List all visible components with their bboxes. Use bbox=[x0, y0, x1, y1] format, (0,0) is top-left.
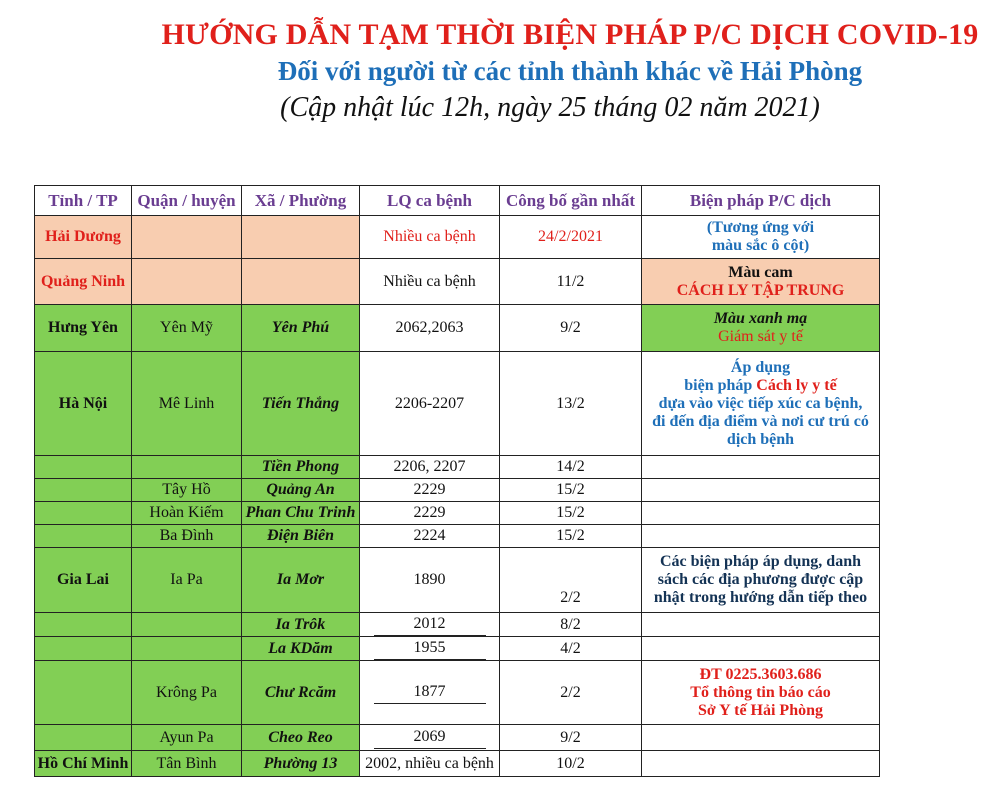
cell-measure-orange bbox=[642, 259, 880, 305]
cell-case bbox=[360, 661, 500, 725]
cell-measure-legend bbox=[642, 216, 880, 259]
table-row bbox=[35, 216, 880, 259]
apply-highlight: Cách ly y tế bbox=[756, 376, 837, 394]
cell-date: 9/2 bbox=[500, 725, 642, 751]
table-row bbox=[35, 305, 880, 352]
table-row bbox=[35, 352, 880, 456]
cell-ward: La KDăm bbox=[242, 637, 360, 661]
cell-district: Ayun Pa bbox=[132, 725, 242, 751]
cell-province: Quảng Ninh bbox=[35, 259, 132, 305]
cell-date: 14/2 bbox=[500, 456, 642, 479]
cell-ward: Điện Biên bbox=[242, 525, 360, 548]
cell-case: 2002, nhiều ca bệnh bbox=[360, 751, 500, 777]
cell-ward: Phan Chu Trinh bbox=[242, 502, 360, 525]
col-header-date: Công bố gần nhất bbox=[500, 186, 642, 216]
cell-district: Hoàn Kiếm bbox=[132, 502, 242, 525]
cell-measure-note bbox=[642, 548, 880, 613]
contact-phone: ĐT 0225.3603.686 bbox=[699, 665, 822, 683]
table-row bbox=[35, 613, 880, 637]
note-line: nhật trong hướng dẫn tiếp theo bbox=[653, 589, 868, 606]
cell-district bbox=[132, 613, 242, 637]
cell-province bbox=[35, 525, 132, 548]
table-header-row bbox=[35, 186, 880, 216]
case-number: 1877 bbox=[374, 682, 486, 704]
cell-date: 11/2 bbox=[500, 259, 642, 305]
case-number: 2069 bbox=[374, 727, 486, 749]
cell-case bbox=[360, 613, 500, 637]
cell-date: 4/2 bbox=[500, 637, 642, 661]
cell-ward: Phường 13 bbox=[242, 751, 360, 777]
cell-case: 2229 bbox=[360, 502, 500, 525]
cell-district: Tây Hồ bbox=[132, 479, 242, 502]
table-row bbox=[35, 548, 880, 613]
cell-case: Nhiều ca bệnh bbox=[360, 216, 500, 259]
cell-province: Hà Nội bbox=[35, 352, 132, 456]
apply-text: biện pháp bbox=[684, 376, 757, 394]
update-note: (Cập nhật lúc 12h, ngày 25 tháng 02 năm 2021) bbox=[280, 92, 820, 123]
orange-title: Màu cam bbox=[728, 263, 793, 281]
cell-date: 15/2 bbox=[500, 525, 642, 548]
cell-date: 24/2/2021 bbox=[500, 216, 642, 259]
cell-district bbox=[132, 456, 242, 479]
cell-province bbox=[35, 456, 132, 479]
case-number: 1955 bbox=[374, 638, 486, 660]
cell-measure-apply bbox=[642, 352, 880, 456]
col-header-case: LQ ca bệnh bbox=[360, 186, 500, 216]
cell-case: Nhiều ca bệnh bbox=[360, 259, 500, 305]
cell-province: Hồ Chí Minh bbox=[35, 751, 132, 777]
legend-line: màu sắc ô cột) bbox=[711, 237, 810, 254]
cell-case: 1890 bbox=[360, 548, 500, 613]
apply-line bbox=[644, 377, 877, 395]
cell-date: 2/2 bbox=[500, 548, 642, 613]
table-row bbox=[35, 479, 880, 502]
cell-ward: Ia Mơr bbox=[242, 548, 360, 613]
table-row bbox=[35, 525, 880, 548]
cell-ward bbox=[242, 216, 360, 259]
cell-date: 13/2 bbox=[500, 352, 642, 456]
cell-measure bbox=[642, 456, 880, 479]
cell-case: 2062,2063 bbox=[360, 305, 500, 352]
page-title: HƯỚNG DẪN TẠM THỜI BIỆN PHÁP P/C DỊCH COVID-19 bbox=[161, 18, 979, 51]
cell-case: 2206, 2207 bbox=[360, 456, 500, 479]
cell-province bbox=[35, 637, 132, 661]
contact-line: Tổ thông tin báo cáo bbox=[690, 683, 831, 701]
covid-measures-table bbox=[34, 185, 880, 777]
cell-district: Tân Bình bbox=[132, 751, 242, 777]
cell-province bbox=[35, 502, 132, 525]
cell-measure bbox=[642, 525, 880, 548]
note-line: Các biện pháp áp dụng, danh bbox=[660, 553, 861, 570]
cell-case: 2206-2207 bbox=[360, 352, 500, 456]
cell-ward: Ia Trôk bbox=[242, 613, 360, 637]
orange-action: CÁCH LY TẬP TRUNG bbox=[676, 281, 845, 299]
cell-date: 15/2 bbox=[500, 502, 642, 525]
cell-ward: Yên Phú bbox=[242, 305, 360, 352]
col-header-province: Tỉnh / TP bbox=[35, 186, 132, 216]
cell-case bbox=[360, 725, 500, 751]
green-action: Giám sát y tế bbox=[718, 328, 803, 345]
cell-measure bbox=[642, 479, 880, 502]
col-header-district: Quận / huyện bbox=[132, 186, 242, 216]
apply-line: dịch bệnh bbox=[726, 430, 795, 448]
cell-date: 8/2 bbox=[500, 613, 642, 637]
table-row bbox=[35, 637, 880, 661]
table-row bbox=[35, 661, 880, 725]
page-subtitle: Đối với người từ các tỉnh thành khác về Hải Phòng bbox=[277, 56, 863, 86]
cell-province: Gia Lai bbox=[35, 548, 132, 613]
cell-ward: Tiến Thắng bbox=[242, 352, 360, 456]
cell-province bbox=[35, 661, 132, 725]
cell-district bbox=[132, 259, 242, 305]
cell-date: 15/2 bbox=[500, 479, 642, 502]
col-header-measure: Biện pháp P/C dịch bbox=[642, 186, 880, 216]
case-number: 2012 bbox=[374, 614, 486, 636]
cell-ward: Cheo Reo bbox=[242, 725, 360, 751]
table-row bbox=[35, 751, 880, 777]
cell-ward: Tiền Phong bbox=[242, 456, 360, 479]
cell-ward: Quảng An bbox=[242, 479, 360, 502]
table-row bbox=[35, 456, 880, 479]
cell-measure-contact bbox=[642, 661, 880, 725]
note-line: sách các địa phương được cập bbox=[657, 571, 864, 588]
cell-measure bbox=[642, 751, 880, 777]
cell-ward bbox=[242, 259, 360, 305]
cell-ward: Chư Rcăm bbox=[242, 661, 360, 725]
cell-measure-green bbox=[642, 305, 880, 352]
cell-district bbox=[132, 637, 242, 661]
cell-measure bbox=[642, 725, 880, 751]
table-row bbox=[35, 725, 880, 751]
cell-date: 9/2 bbox=[500, 305, 642, 352]
cell-district bbox=[132, 216, 242, 259]
cell-measure bbox=[642, 637, 880, 661]
cell-date: 2/2 bbox=[500, 661, 642, 725]
legend-line: (Tương ứng với bbox=[706, 219, 815, 236]
table-row bbox=[35, 259, 880, 305]
cell-district: Krông Pa bbox=[132, 661, 242, 725]
green-title: Màu xanh mạ bbox=[713, 310, 808, 327]
cell-province: Hải Dương bbox=[35, 216, 132, 259]
cell-province: Hưng Yên bbox=[35, 305, 132, 352]
cell-measure bbox=[642, 613, 880, 637]
cell-case bbox=[360, 637, 500, 661]
apply-line: Áp dụng bbox=[730, 358, 791, 376]
cell-case: 2224 bbox=[360, 525, 500, 548]
col-header-ward: Xã / Phường bbox=[242, 186, 360, 216]
cell-district: Ia Pa bbox=[132, 548, 242, 613]
cell-district: Yên Mỹ bbox=[132, 305, 242, 352]
contact-line: Sở Y tế Hải Phòng bbox=[697, 701, 823, 719]
cell-case: 2229 bbox=[360, 479, 500, 502]
cell-district: Mê Linh bbox=[132, 352, 242, 456]
apply-line: dựa vào việc tiếp xúc ca bệnh, bbox=[658, 394, 863, 412]
cell-province bbox=[35, 725, 132, 751]
cell-date: 10/2 bbox=[500, 751, 642, 777]
cell-province bbox=[35, 479, 132, 502]
cell-province bbox=[35, 613, 132, 637]
cell-district: Ba Đình bbox=[132, 525, 242, 548]
cell-measure bbox=[642, 502, 880, 525]
table-row bbox=[35, 502, 880, 525]
apply-line: đi đến địa điểm và nơi cư trú có bbox=[652, 412, 869, 430]
